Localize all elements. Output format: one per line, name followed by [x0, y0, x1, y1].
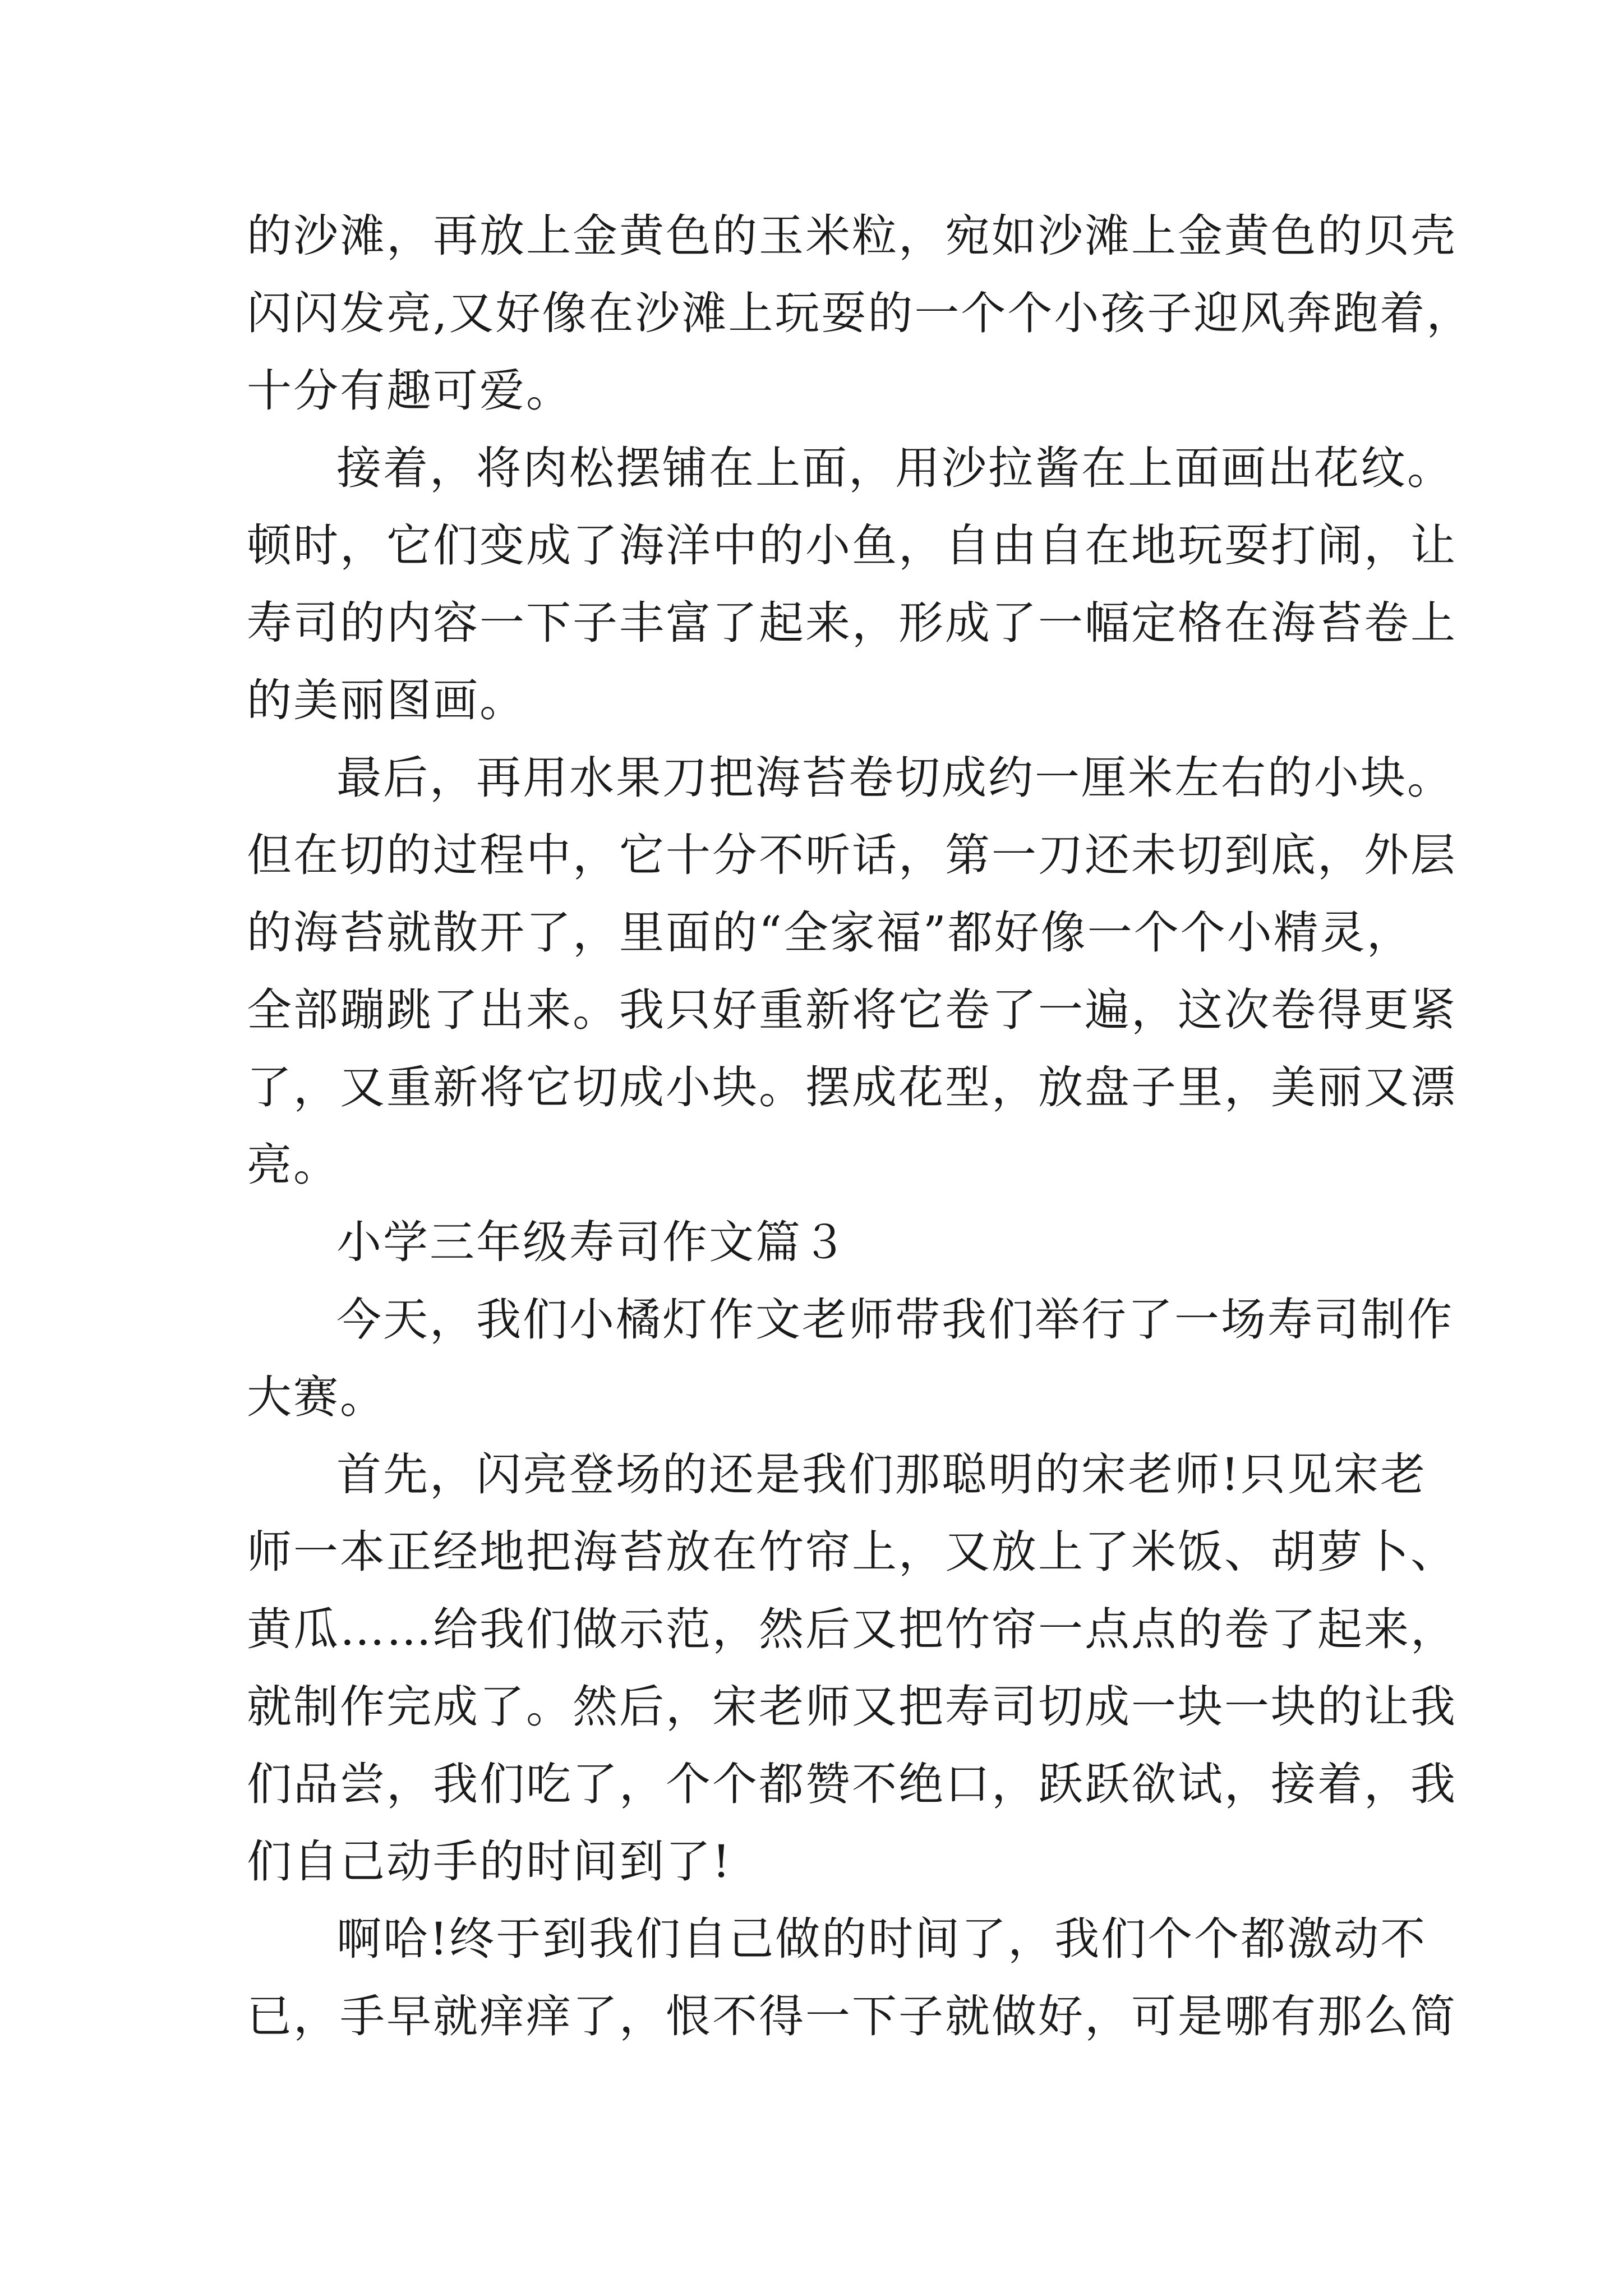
- text-line: 但在切的过程中，它十分不听话，第一刀还未切到底，外层: [247, 829, 1457, 881]
- text-line: 们品尝，我们吃了，个个都赞不绝口，跃跃欲试，接着，我: [247, 1758, 1457, 1810]
- paragraph-first-line: 首先，闪亮登场的还是我们那聪明的宋老师!只见宋老: [336, 1448, 1427, 1501]
- text-line: 亮。: [247, 1139, 340, 1191]
- text-line: 顿时，它们变成了海洋中的小鱼，自由自在地玩耍打闹，让: [247, 519, 1457, 572]
- text-line: 们自己动手的时间到了!: [247, 1835, 732, 1888]
- text-line: 的沙滩，再放上金黄色的玉米粒，宛如沙滩上金黄色的贝壳: [247, 210, 1457, 262]
- section-heading: 小学三年级寿司作文篇３: [336, 1216, 849, 1268]
- paragraph-first-line: 今天，我们小橘灯作文老师带我们举行了一场寿司制作: [336, 1294, 1454, 1346]
- text-line: 已，手早就痒痒了，恨不得一下子就做好，可是哪有那么简: [247, 1990, 1457, 2042]
- paragraph-first-line: 接着，将肉松摆铺在上面，用沙拉酱在上面画出花纹。: [336, 442, 1454, 494]
- text-line: 黄瓜……给我们做示范，然后又把竹帘一点点的卷了起来，: [247, 1603, 1457, 1655]
- text-line: 寿司的内容一下子丰富了起来，形成了一幅定格在海苔卷上: [247, 597, 1457, 649]
- paragraph-first-line: 最后，再用水果刀把海苔卷切成约一厘米左右的小块。: [336, 752, 1454, 804]
- paragraph-first-line: 啊哈!终于到我们自己做的时间了，我们个个都激动不: [336, 1913, 1427, 1965]
- text-line: 的美丽图画。: [247, 674, 526, 726]
- essay-body: [247, 197, 1473, 2055]
- text-line: 就制作完成了。然后，宋老师又把寿司切成一块一块的让我: [247, 1681, 1457, 1733]
- text-line: 十分有趣可爱。: [247, 365, 573, 417]
- text-line: 了，又重新将它切成小块。摆成花型，放盘子里，美丽又漂: [247, 1061, 1457, 1114]
- text-line: 闪闪发亮,又好像在沙滩上玩耍的一个个小孩子迎风奔跑着，: [247, 287, 1473, 339]
- text-line: 师一本正经地把海苔放在竹帘上，又放上了米饭、胡萝卜、: [247, 1526, 1457, 1578]
- text-line: 大赛。: [247, 1371, 386, 1423]
- text-line: 的海苔就散开了，里面的“全家福”都好像一个个小精灵，: [247, 907, 1413, 959]
- text-line: 全部蹦跳了出来。我只好重新将它卷了一遍，这次卷得更紧: [247, 984, 1457, 1036]
